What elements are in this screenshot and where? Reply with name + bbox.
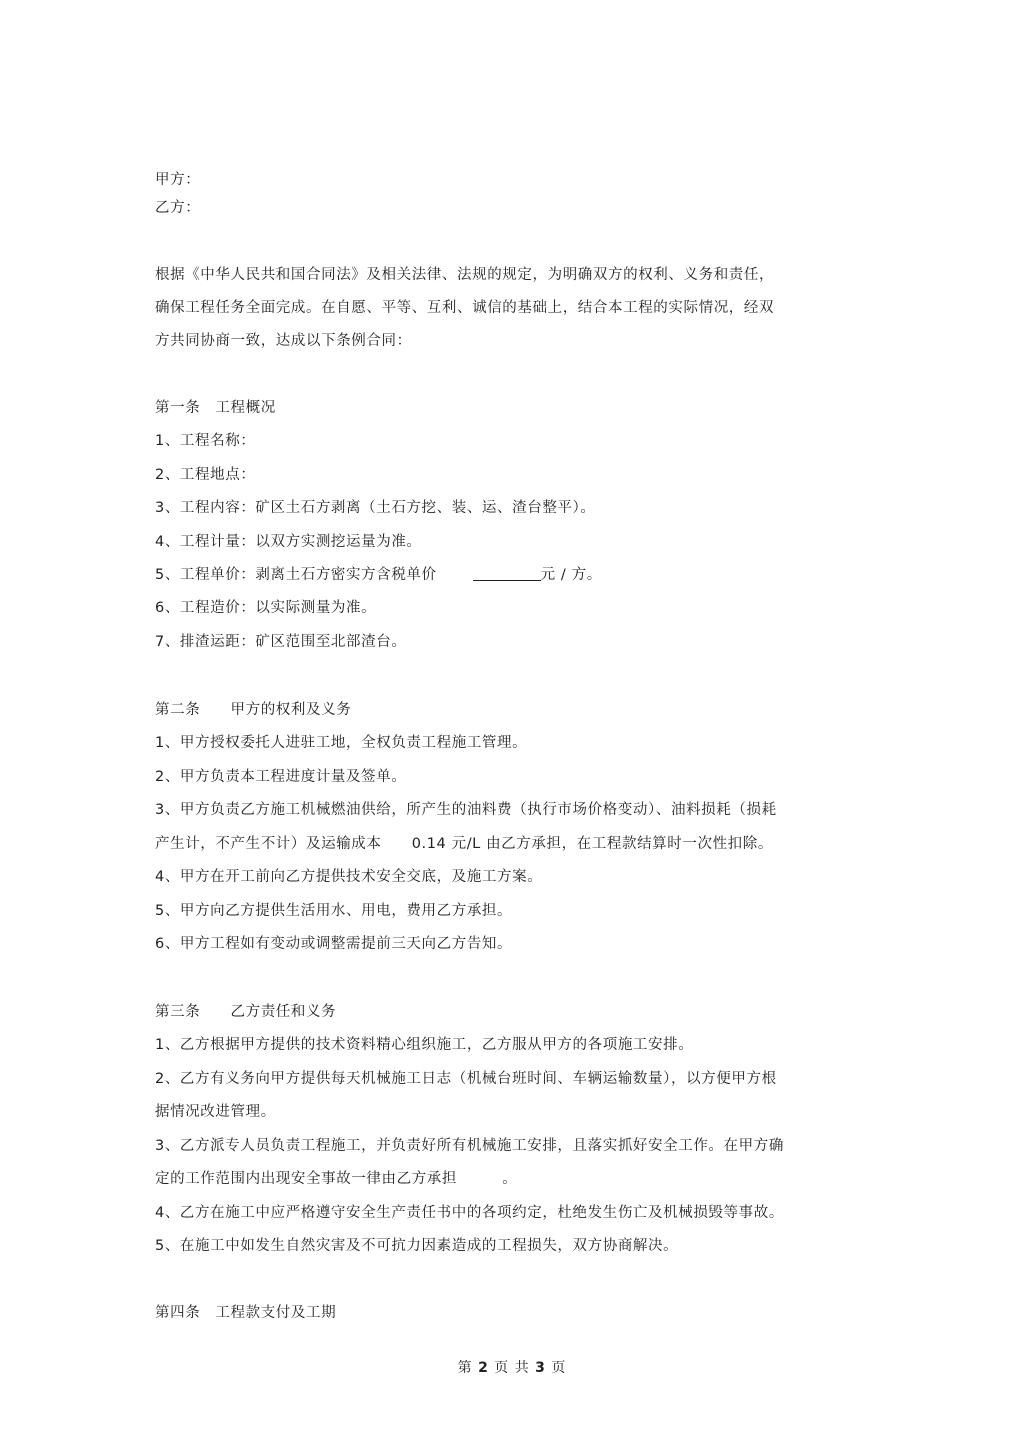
- footer-prefix: 第: [457, 1360, 473, 1376]
- article-3-item: 3、乙方派专人员负责工程施工，并负责好所有机械施工安排，且落实抓好安全工作。在甲方确: [155, 1138, 784, 1154]
- article-2-item: 2、甲方负责本工程进度计量及签单。: [155, 769, 407, 785]
- article-3-item: 2、乙方有义务向甲方提供每天机械施工日志（机械台班时间、车辆运输数量），以方便甲方根: [155, 1071, 777, 1087]
- footer-suffix: 页: [551, 1360, 567, 1376]
- article-2-item: 产生计，不产生不计）及运输成本 0.14 元/L 由乙方承担，在工程款结算时一次性扣除。: [155, 836, 773, 852]
- article-2-item: 6、甲方工程如有变动或调整需提前三天向乙方告知。: [155, 936, 513, 952]
- article-1-item: 1、工程名称：: [155, 433, 256, 449]
- party-a-label: 甲方：: [155, 172, 201, 188]
- article-2-item: 3、甲方负责乙方施工机械燃油供给，所产生的油料费（执行市场价格变动）、油料损耗（损耗: [155, 802, 777, 818]
- unit-price-label: 5、工程单价：剥离土石方密实方含税单价: [155, 567, 437, 583]
- article-1-item: 7、排渣运距：矿区范围至北部渣台。: [155, 634, 407, 650]
- preamble-line-3: 方共同协商一致，达成以下条例合同：: [155, 333, 412, 349]
- article-1-item-unit-price: [155, 565, 602, 585]
- article-3-heading: 第三条 乙方责任和义务: [155, 1004, 337, 1020]
- article-3-item: 5、在施工中如发生自然灾害及不可抗力因素造成的工程损失，双方协商解决。: [155, 1238, 679, 1254]
- unit-price-blank: [473, 566, 541, 581]
- article-1-item: 2、工程地点：: [155, 467, 256, 483]
- article-1-heading: 第一条 工程概况: [155, 400, 276, 416]
- article-3-item: 4、乙方在施工中应严格遵守安全生产责任书中的各项约定，杜绝发生伤亡及机械损毁等事故。: [155, 1205, 784, 1221]
- article-3-item: 据情况改进管理。: [155, 1104, 276, 1120]
- article-2-heading: 第二条 甲方的权利及义务: [155, 702, 352, 718]
- article-4-heading: 第四条 工程款支付及工期: [155, 1305, 337, 1321]
- article-1-item: 4、工程计量：以双方实测挖运量为准。: [155, 534, 422, 550]
- article-1-item: 6、工程造价：以实际测量为准。: [155, 600, 377, 616]
- party-b-label: 乙方：: [155, 200, 201, 216]
- preamble-line-2: 确保工程任务全面完成。在自愿、平等、互利、诚信的基础上，结合本工程的实际情况，经双: [155, 300, 775, 316]
- preamble-line-1: 根据《中华人民共和国合同法》及相关法律、法规的规定，为明确双方的权利、义务和责任，: [155, 267, 775, 283]
- article-2-item: 4、甲方在开工前向乙方提供技术安全交底，及施工方案。: [155, 869, 543, 885]
- article-3-item: 1、乙方根据甲方提供的技术资料精心组织施工，乙方服从甲方的各项施工安排。: [155, 1037, 694, 1053]
- total-pages-number: 3: [535, 1360, 546, 1376]
- current-page-number: 2: [478, 1360, 489, 1376]
- article-2-item: 5、甲方向乙方提供生活用水、用电，费用乙方承担。: [155, 903, 513, 919]
- footer-middle: 页 共: [494, 1360, 530, 1376]
- article-1-item: 3、工程内容：矿区土石方剥离（土石方挖、装、运、渣台整平）。: [155, 500, 596, 516]
- article-2-item: 1、甲方授权委托人进驻工地，全权负责工程施工管理。: [155, 735, 528, 751]
- page-footer: [0, 1357, 1024, 1377]
- article-3-item: 定的工作范围内出现安全事故一律由乙方承担 。: [155, 1171, 518, 1187]
- unit-price-suffix: 元 / 方。: [540, 567, 602, 583]
